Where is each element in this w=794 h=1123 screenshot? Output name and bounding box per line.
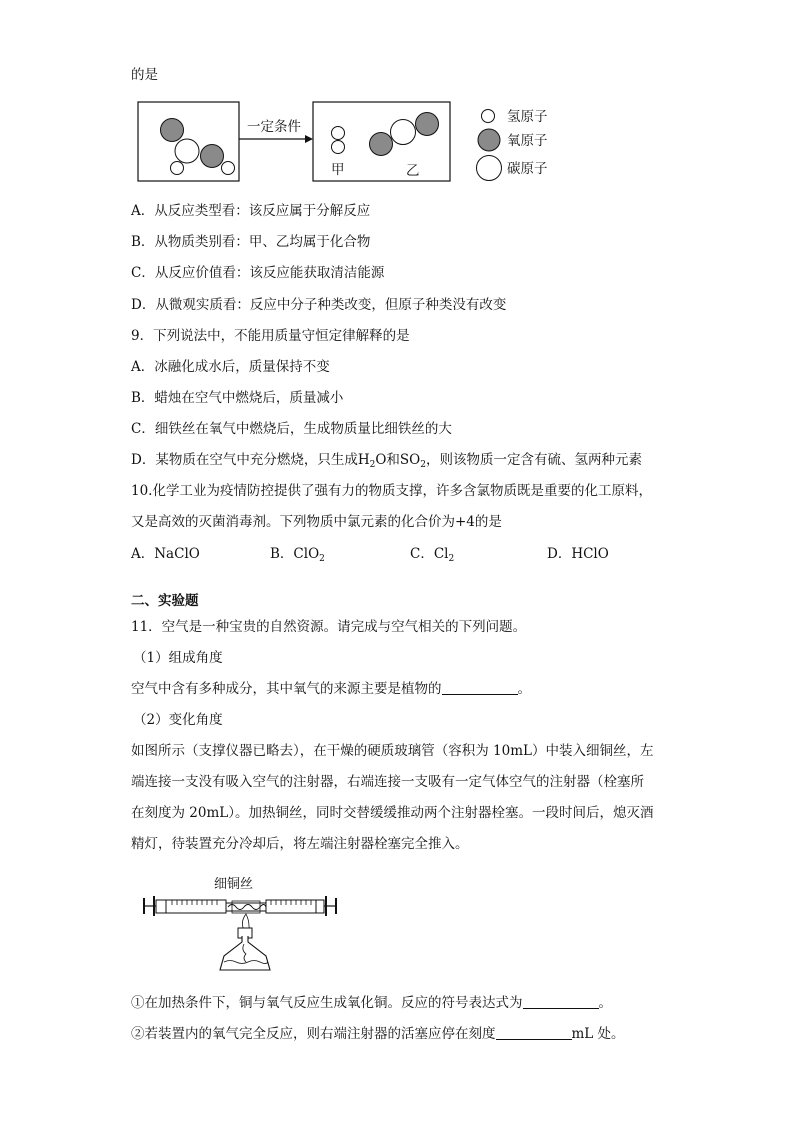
legend-oxygen: 氧原子	[507, 133, 548, 149]
q11-paragraph-line4: 精灯，待装置充分冷却后，将左端注射器栓塞完全推入。	[131, 836, 469, 852]
answer-blank[interactable]	[523, 994, 599, 1009]
hydrogen-atom	[332, 141, 345, 154]
oxygen-legend-icon	[478, 129, 500, 151]
q11-part1-text: 空气中含有多种成分，其中氧气的来源主要是植物的 。	[131, 681, 531, 697]
q10-option-b: B．ClO$_2$	[270, 546, 325, 564]
q10-stem-line2: 又是高效的灭菌消毒剂。下列物质中氯元素的化合价为+4的是	[131, 514, 502, 530]
q9-option-c: C．细铁丝在氧气中燃烧后，生成物质量比细铁丝的大	[131, 421, 452, 437]
q9-option-d: D．某物质在空气中充分燃烧，只生成$H_2O$和$SO_2$，则该物质一定含有硫、氢两种元素	[131, 452, 642, 470]
answer-blank[interactable]	[496, 1025, 572, 1040]
carbon-atom	[175, 139, 199, 163]
hydrogen-atom	[171, 162, 184, 175]
legend-carbon: 碳原子	[507, 161, 548, 177]
q11-part1-label: （1）组成角度	[133, 650, 223, 666]
legend-hydrogen: 氢原子	[507, 109, 548, 125]
oxygen-atom	[201, 145, 224, 168]
q11-stem: 11．空气是一种宝贵的自然资源。请完成与空气相关的下列问题。	[131, 619, 527, 635]
q11-paragraph-line2: 端连接一支没有吸入空气的注射器，右端连接一支吸有一定气体空气的注射器（栓塞所	[131, 774, 644, 790]
oxygen-atom	[416, 113, 439, 136]
arrow-label: 一定条件	[247, 119, 301, 135]
q8-option-b: B．从物质类别看：甲、乙均属于化合物	[131, 234, 371, 250]
section-title: 二、实验题	[131, 593, 199, 609]
q10-option-c: C．$Cl_2$	[410, 546, 455, 564]
reaction-diagram	[130, 96, 570, 188]
q9-option-b: B．蜡烛在空气中燃烧后，质量减小	[131, 390, 344, 406]
oxygen-atom	[370, 133, 393, 156]
oxygen-atom	[161, 119, 184, 142]
continued-question-fragment: 的是	[131, 67, 158, 83]
q10-option-d: D．HClO	[547, 546, 609, 562]
product-label-yi: 乙	[406, 163, 420, 179]
apparatus-label: 细铜丝	[214, 877, 254, 892]
q9-stem: 9．下列说法中，不能用质量守恒定律解释的是	[131, 328, 410, 344]
q11-paragraph-line3: 在刻度为 20mL）。加热铜丝，同时交替缓缓推动两个注射器栓塞。一段时间后，熄灭酒	[131, 805, 654, 821]
product-label-jia: 甲	[331, 162, 345, 178]
answer-blank[interactable]	[442, 680, 518, 695]
q8-option-a: A．从反应类型看：该反应属于分解反应	[131, 203, 371, 219]
carbon-legend-icon	[477, 156, 502, 181]
q10-option-a: A．NaClO	[131, 546, 200, 562]
q11-part2-label: （2）变化角度	[133, 712, 223, 728]
q8-option-d: D．从微观实质看：反应中分子种类改变，但原子种类没有改变	[131, 297, 507, 313]
q9-option-a: A．冰融化成水后，质量保持不变	[131, 359, 330, 375]
q11-sub1: ①在加热条件下，铜与氧气反应生成氧化铜。反应的符号表达式为 。	[131, 995, 612, 1011]
q10-stem-line1: 10.化学工业为疫情防控提供了强有力的物质支撑，许多含氯物质既是重要的化工原料，	[131, 483, 652, 499]
q11-paragraph-line1: 如图所示（支撑仪器已略去），在干燥的硬质玻璃管（容积为 10mL）中装入细铜丝，左	[131, 743, 654, 759]
hydrogen-atom	[332, 127, 345, 140]
carbon-atom	[391, 120, 416, 145]
q11-sub2: ②若装置内的氧气完全反应，则右端注射器的活塞应停在刻度 mL 处。	[131, 1026, 625, 1042]
hydrogen-legend-icon	[482, 110, 495, 123]
arrow-head	[305, 135, 313, 143]
apparatus-diagram	[140, 870, 350, 975]
q8-option-c: C．从反应价值看：该反应能获取清洁能源	[131, 265, 385, 281]
hydrogen-atom	[222, 162, 235, 175]
